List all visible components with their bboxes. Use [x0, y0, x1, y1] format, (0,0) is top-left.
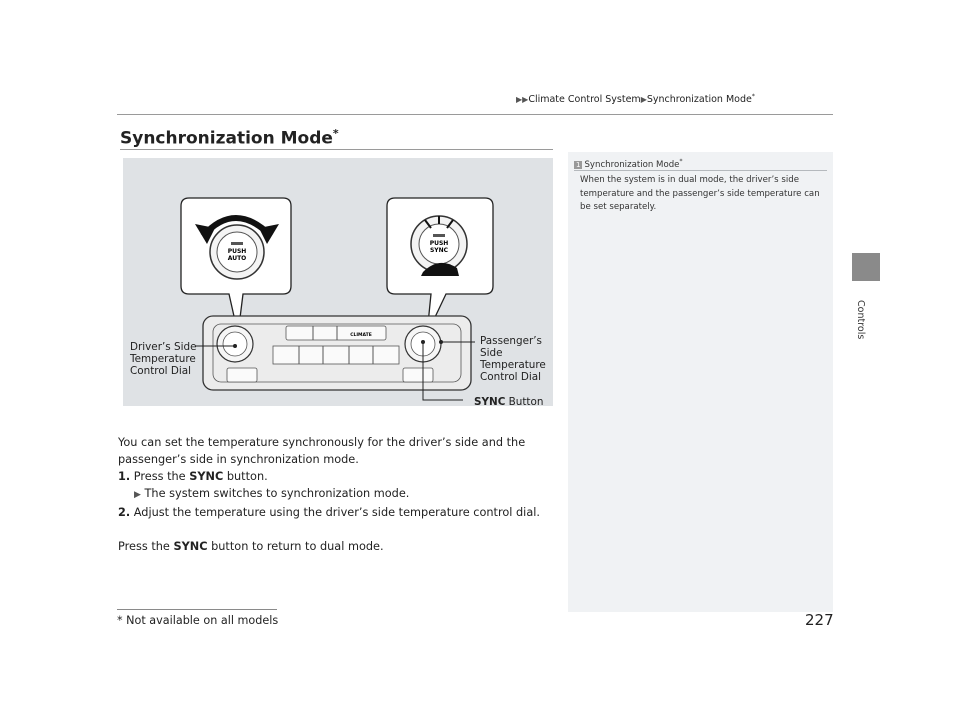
breadcrumb-separator: ▶	[640, 95, 647, 105]
footnote: * Not available on all models	[117, 614, 279, 627]
result-arrow-icon: ▶	[134, 490, 141, 500]
page-number: 227	[805, 611, 834, 629]
section-tab	[852, 253, 880, 281]
passenger-dial-callout	[480, 335, 546, 383]
section-label-text: Controls	[855, 300, 866, 340]
passenger-callout-line: Control Dial	[480, 371, 542, 383]
passenger-callout-line: Temperature	[480, 359, 546, 371]
driver-callout-line: Driver’s Side	[130, 341, 197, 353]
final-pre: Press the	[118, 540, 174, 553]
section-label	[846, 300, 886, 360]
step-1-post: button.	[223, 470, 268, 483]
final-post: button to return to dual mode.	[207, 540, 384, 553]
page-title-star: *	[332, 127, 339, 140]
page-title	[120, 127, 339, 149]
breadcrumb	[516, 93, 755, 105]
note-body: When the system is in dual mode, the driver’s side temperature and the passenger’s side temperature can be set separately.	[580, 175, 820, 212]
note-heading	[574, 158, 682, 170]
breadcrumb-star: *	[751, 93, 755, 100]
note-heading-text: Synchronization Mode	[584, 159, 680, 170]
note-rule	[574, 170, 827, 171]
final-bold: SYNC	[173, 540, 208, 553]
sync-callout-bold: SYNC	[474, 396, 506, 408]
final-paragraph	[118, 538, 558, 555]
driver-callout-line: Temperature	[130, 353, 196, 365]
header-rule	[117, 114, 833, 115]
driver-callout-line: Control Dial	[130, 365, 192, 377]
note-sidebar	[568, 152, 833, 612]
step-1	[118, 468, 558, 485]
right-dial-push: PUSH	[429, 240, 449, 247]
sync-callout-rest: Button	[505, 396, 544, 408]
note-icon: 1	[576, 160, 581, 169]
title-rule	[120, 149, 553, 150]
step-2	[118, 504, 558, 521]
breadcrumb-arrows: ▶▶	[516, 95, 529, 105]
page-title-text: Synchronization Mode	[120, 128, 333, 149]
footnote-rule	[117, 609, 277, 610]
driver-dial-callout	[130, 341, 196, 377]
breadcrumb-section: Climate Control System	[528, 94, 641, 106]
sync-button-callout	[474, 396, 543, 408]
note-heading-star: *	[679, 158, 683, 165]
passenger-callout-line: Side	[480, 347, 503, 359]
step-2-number: 2.	[118, 506, 131, 519]
body-text	[118, 434, 558, 555]
panel-climate-text: CLIMATE	[350, 333, 372, 338]
left-dial-auto: AUTO	[227, 255, 247, 262]
left-dial-push: PUSH	[227, 248, 247, 255]
step-1-result-text: The system switches to synchronization mode.	[144, 487, 410, 500]
passenger-callout-line: Passenger’s	[480, 335, 542, 347]
step-1-result	[118, 485, 558, 504]
step-1-pre: Press the	[133, 470, 190, 483]
breadcrumb-page: Synchronization Mode	[646, 94, 752, 106]
step-1-number: 1.	[118, 470, 131, 483]
step-2-text: Adjust the temperature using the driver’s side temperature control dial.	[133, 506, 540, 519]
intro-paragraph: You can set the temperature synchronously for the driver’s side and the passenger’s side in synchronization mode.	[118, 436, 526, 466]
right-dial-sync: SYNC	[429, 247, 449, 254]
step-1-bold: SYNC	[189, 470, 224, 483]
